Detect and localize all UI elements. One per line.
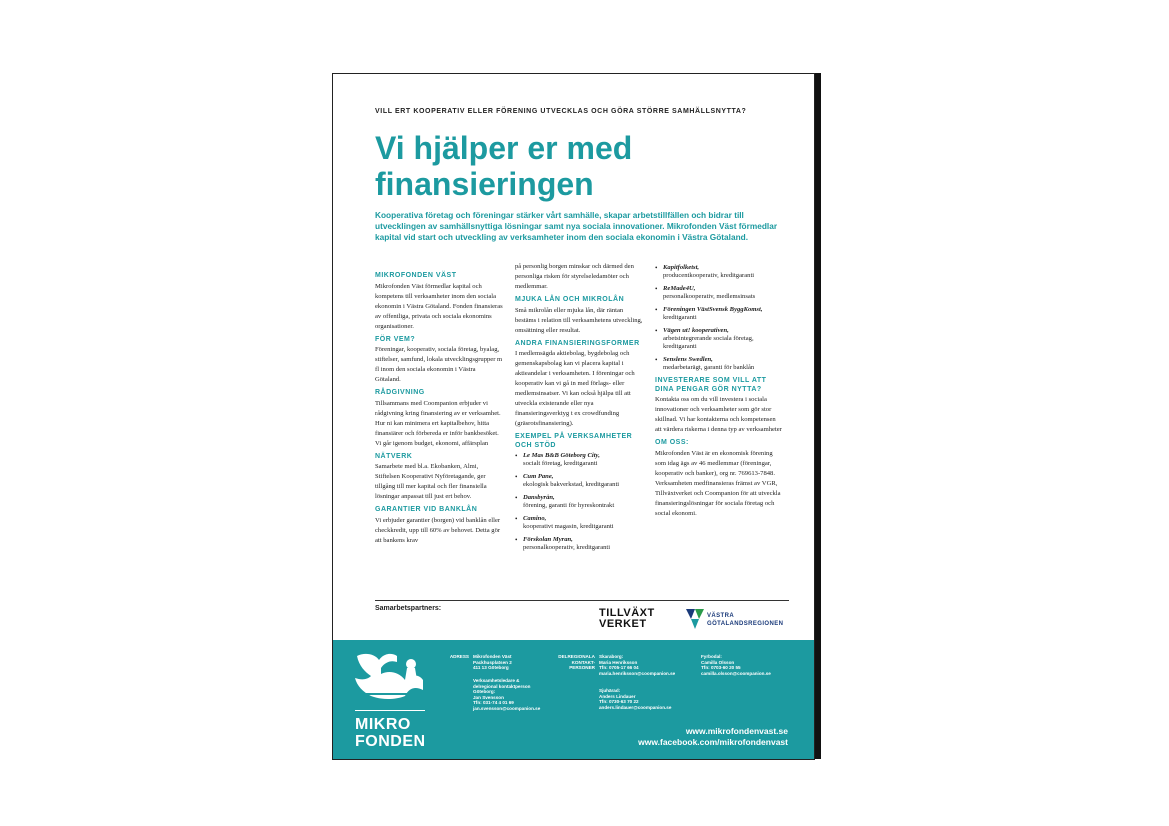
- text-radgivning: Tillsammans med Coompanion erbjuder vi rådgivning kring finansiering av er verksamhet. Hur ni kan minimera ert kapitalbehov, hitta finansiärer och förbereda er inför bankbesöket. Vi går igenom budget, ekonomi, affärsplan: [375, 399, 501, 447]
- kicker: VILL ERT KOOPERATIV ELLER FÖRENING UTVECKLAS OCH GÖRA STÖRRE SAMHÄLLSNYTTA?: [375, 108, 747, 115]
- text-andra: I medlemsägda aktiebolag, bygdebolag och gemenskapsbolag kan vi placera kapital i aktieandelar i verksamheten. I föreningar och kooperativ kan vi gå in med förlags- eller medlemsinsatser. Vi kan också hjälpa till att utveckla existerande eller nya finansieringsverktyg t ex crowdfunding (gräsrotsfinansiering).: [515, 350, 635, 427]
- lead-paragraph: Kooperativa företag och föreningar stärker vårt samhälle, skapar arbetstillfällen och bidrar till utvecklingen av samhällsnyttiga lösningar samt nya sociala innovationer. Mikrofonden Väst förmedlar kapital vid start och utveckling av verksamheter inom den sociala ekonomin i Västra Götaland.: [375, 210, 778, 242]
- vastra-gotalandsregionen-logo: VÄSTRA GÖTALANDSREGIONEN: [685, 607, 795, 633]
- column-1: [375, 268, 503, 548]
- text-mjuka-lan: Små mikrolån eller mjuka lån, där räntan bestäms i relation till verksamhetens utveckling, omsättning eller resultat.: [515, 306, 643, 334]
- heading-andra: ANDRA FINANSIERINGSFORMER: [515, 339, 640, 347]
- footer: [333, 640, 814, 759]
- heading-om-oss: OM OSS:: [655, 439, 689, 446]
- list-item: • Föreningen VästSvensk ByggKomst, kreditgaranti: [655, 306, 763, 321]
- mikrofonden-logo-icon: [351, 650, 427, 704]
- examples-list-2: [655, 264, 783, 372]
- list-item: • Cum Pane, ekologisk bakverkstad, kreditgaranti: [515, 473, 620, 488]
- list-item: • Vägen ut! kooperativen, arbetsintegrerande sociala företag, kreditgaranti: [655, 327, 754, 350]
- sjuharad-contact: Sjuhärad: Anders Lindauer Tfn: 0730-63 70 22 anders.lindauer@coompanion.se: [599, 688, 672, 710]
- fyrbodal-contact: Fyrbodal: Camilla Olsson Tfn: 0703-60 20 55 camilla.olsson@coompanion.se: [701, 654, 771, 676]
- examples-list-1: [515, 452, 643, 552]
- text-om-oss: Mikrofonden Väst är en ekonomisk förening som idag ägs av 46 medlemmar (föreningar, kooperativ och banker), org nr. 769613-7848. Verksamheten medfinansieras främst av VGR, Tillväxtverket och Coompanion för att utveckla finansieringslösningar för sociala företag och social ekonomi.: [655, 449, 781, 517]
- partners-divider: [375, 600, 789, 601]
- text-natverk: Samarbete med bl.a. Ekobanken, Almi, Stiftelsen Kooperativt Nyföretagande, ger tillgång till mer kapital och fler finansiella lösningar anpassat till just ert behov.: [375, 463, 487, 500]
- heading-investerare: INVESTERARE SOM VILL ATT DINA PENGAR GÖR NYTTA?: [655, 377, 767, 393]
- verksamhetsledare-block: Verksamhetsledare & delregional kontaktperson Göteborg: Jan Svensson Tfn: 031-74 4 01 69 jan.svensson@coompanion.se: [473, 678, 541, 711]
- list-item: • Camino, kooperativt magasin, kreditgaranti: [515, 515, 614, 530]
- heading-garantier: GARANTIER VID BANKLÅN: [375, 506, 478, 513]
- list-item: • Senslens Swedlen, medarbetarägt, garanti för banklån: [655, 356, 755, 371]
- flyer-page: [332, 73, 815, 760]
- skaraborg-contact: Skaraborg: Maria Henriksson Tfn: 0705-17 66 04 maria.henriksson@coompanion.se: [599, 654, 676, 676]
- text-investerare: Kontakta oss om du vill investera i sociala innovationer och verksamheter som gör stor skillnad. Vi har kontakterna och kompetensen att värdera riskerna i denna typ av verksamheter: [655, 396, 782, 433]
- heading-radgivning: RÅDGIVNING: [375, 389, 425, 396]
- text-garantier-cont: på personlig borgen minskar och därmed den personliga risken för styrelseledamöter och medlemmar.: [515, 263, 634, 290]
- title-line-2: finansieringen: [375, 166, 594, 202]
- mikrofonden-wordmark: MIKRO FONDEN: [355, 716, 426, 750]
- heading-for-vem: FÖR VEM?: [375, 335, 416, 343]
- heading-mikrofonden-vast: MIKROFONDEN VÄST: [375, 272, 457, 279]
- list-item: • Le Mas B&B Göteborg City, socialt företag, kreditgaranti: [515, 452, 600, 467]
- website-link[interactable]: www.mikrofondenvast.se: [685, 726, 788, 736]
- column-3: [655, 262, 783, 521]
- list-item: • Förskolan Myran, personalkooperativ, kreditgaranti: [515, 536, 611, 551]
- heading-mjuka-lan: MJUKA LÅN OCH MIKROLÅN: [515, 296, 625, 303]
- text-for-vem: Föreningar, kooperativ, sociala företag, byalag, stiftelser, samfund, lokala utvecklingsgrupper m fl inom den sociala ekonomin i Västra Götaland.: [375, 346, 503, 383]
- text-mikrofonden-vast: Mikrofonden Väst förmedlar kapital och kompetens till verksamheter inom den sociala ekonomin i Västra Götaland. Fonden finansieras av offentliga, privata och sociala ekonomins organisationer.: [375, 282, 503, 330]
- title-line-1: Vi hjälper er med: [375, 130, 633, 166]
- facebook-link[interactable]: www.facebook.com/mikrofondenvast: [638, 737, 788, 747]
- heading-natverk: NÄTVERK: [375, 452, 413, 460]
- delregionala-label: DELREGIONALA KONTAKT- PERSONER: [558, 654, 595, 671]
- logo-divider: [355, 710, 425, 711]
- column-2: [515, 262, 643, 557]
- text-garantier: Vi erbjuder garantier (borgen) vid banklån eller checkkredit, upp till 60% av behovet. Detta gör att bankens krav: [375, 516, 501, 544]
- tillvaxtverket-logo: TILLVÄXT VERKET: [599, 607, 655, 630]
- address-block: Mikrofonden Väst Packhusplatsen 2 411 13 Göteborg: [473, 654, 512, 671]
- list-item: • Dansbyrån, förening, garanti för hyreskontrakt: [515, 494, 615, 509]
- vgr-emblem-icon: [685, 607, 705, 631]
- page-title: [375, 130, 795, 202]
- footer-links: [638, 726, 788, 748]
- partners-label: Samarbetspartners:: [375, 605, 442, 612]
- list-item: • ReMade4U, personalkooperativ, medlemsinsats: [655, 285, 756, 300]
- heading-exempel: EXEMPEL PÅ VERKSAMHETER OCH STÖD: [515, 433, 633, 449]
- adress-label: ADRESS: [449, 654, 469, 659]
- list-item: • Kapitfolketst, producentkooperativ, kreditgaranti: [655, 264, 755, 279]
